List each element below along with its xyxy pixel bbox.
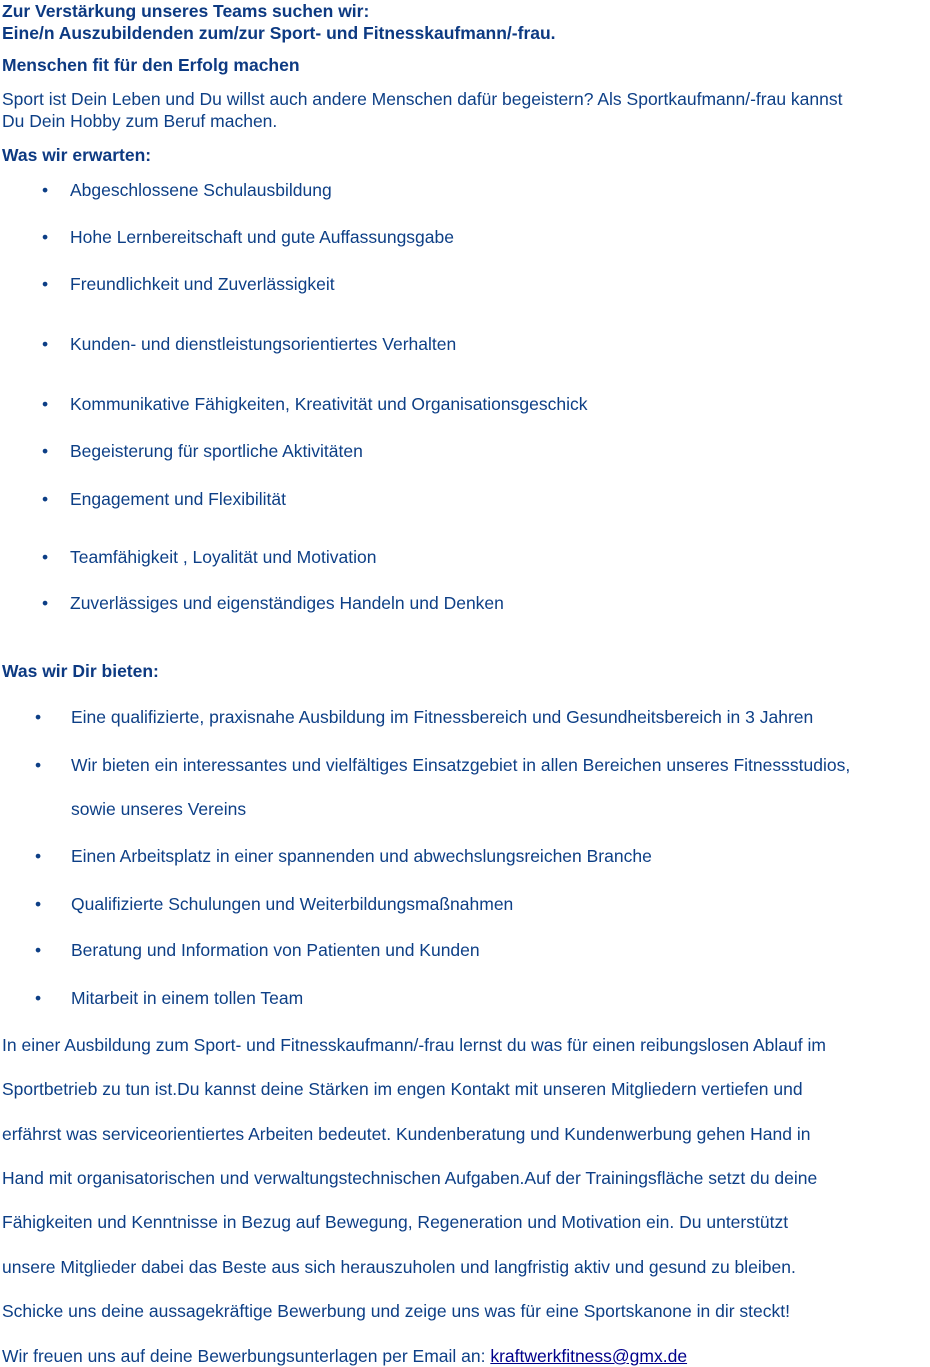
bullet-icon: • xyxy=(42,593,49,613)
bullet-icon: • xyxy=(35,940,42,960)
bullet-icon: • xyxy=(35,707,42,727)
list-item-text: Begeisterung für sportliche Aktivitäten xyxy=(70,441,363,461)
intro-line-2: Eine/n Auszubildenden zum/zur Sport- und Fitnesskaufmann/-frau. xyxy=(2,23,556,43)
description-line-2: Du Dein Hobby zum Beruf machen. xyxy=(2,111,278,131)
bullet-icon: • xyxy=(35,988,42,1008)
list-item-text: Qualifizierte Schulungen und Weiterbildungsmaßnahmen xyxy=(71,894,514,914)
closing-line: In einer Ausbildung zum Sport- und Fitnesskaufmann/-frau lernst du was für einen reibungslosen Ablauf im xyxy=(2,1035,826,1055)
closing-line: Schicke uns deine aussagekräftige Bewerbung und zeige uns was für eine Sportskanone in dir steckt! xyxy=(2,1301,790,1321)
bullet-icon: • xyxy=(35,846,42,866)
list-item-text: Kommunikative Fähigkeiten, Kreativität und Organisationsgeschick xyxy=(70,394,588,414)
contact-line xyxy=(2,1345,687,1367)
list-item-text: Wir bieten ein interessantes und vielfältiges Einsatzgebiet in allen Bereichen unseres Fitnessstudios, xyxy=(71,755,851,775)
bullet-icon: • xyxy=(42,394,49,414)
contact-prefix: Wir freuen uns auf deine Bewerbungsunterlagen per Email an: xyxy=(2,1346,491,1366)
list-item-text: Zuverlässiges und eigenständiges Handeln und Denken xyxy=(70,593,504,613)
bullet-icon: • xyxy=(42,489,49,509)
list-item-text: Teamfähigkeit , Loyalität und Motivation xyxy=(70,547,377,567)
expectations-heading: Was wir erwarten: xyxy=(2,145,152,165)
tagline: Menschen fit für den Erfolg machen xyxy=(2,55,300,75)
list-item-text: Engagement und Flexibilität xyxy=(70,489,286,509)
bullet-icon: • xyxy=(42,441,49,461)
bullet-icon: • xyxy=(35,894,42,914)
list-item-text: Kunden- und dienstleistungsorientiertes Verhalten xyxy=(70,334,457,354)
bullet-icon: • xyxy=(42,274,49,294)
list-item-text: Einen Arbeitsplatz in einer spannenden und abwechslungsreichen Branche xyxy=(71,846,652,866)
bullet-icon: • xyxy=(42,547,49,567)
closing-line: unsere Mitglieder dabei das Beste aus sich herauszuholen und langfristig aktiv und gesund zu bleiben. xyxy=(2,1257,796,1277)
closing-line: erfährst was serviceorientiertes Arbeiten bedeutet. Kundenberatung und Kundenwerbung gehen Hand in xyxy=(2,1124,811,1144)
closing-line: Sportbetrieb zu tun ist.Du kannst deine Stärken im engen Kontakt mit unseren Mitgliedern vertiefen und xyxy=(2,1079,803,1099)
offers-heading: Was wir Dir bieten: xyxy=(2,661,159,681)
intro-line-1: Zur Verstärkung unseres Teams suchen wir: xyxy=(2,1,370,21)
bullet-icon: • xyxy=(42,180,49,200)
list-item-text: Eine qualifizierte, praxisnahe Ausbildung im Fitnessbereich und Gesundheitsbereich in 3 Jahren xyxy=(71,707,814,727)
closing-line: Hand mit organisatorischen und verwaltungstechnischen Aufgaben.Auf der Trainingsfläche setzt du deine xyxy=(2,1168,818,1188)
list-item-text: sowie unseres Vereins xyxy=(71,799,247,819)
closing-line: Fähigkeiten und Kenntnisse in Bezug auf Bewegung, Regeneration und Motivation ein. Du unterstützt xyxy=(2,1212,789,1232)
intro-heading xyxy=(2,0,556,44)
list-item-text: Hohe Lernbereitschaft und gute Auffassungsgabe xyxy=(70,227,454,247)
description xyxy=(2,88,930,132)
list-item-text: Beratung und Information von Patienten und Kunden xyxy=(71,940,480,960)
list-item-text: Abgeschlossene Schulausbildung xyxy=(70,180,332,200)
list-item-text: Mitarbeit in einem tollen Team xyxy=(71,988,304,1008)
bullet-icon: • xyxy=(35,755,42,775)
email-link[interactable]: kraftwerkfitness@gmx.de xyxy=(490,1346,688,1366)
list-item-text: Freundlichkeit und Zuverlässigkeit xyxy=(70,274,335,294)
description-line-1: Sport ist Dein Leben und Du willst auch andere Menschen dafür begeistern? Als Sportkaufmann/-frau kannst xyxy=(2,89,843,109)
bullet-icon: • xyxy=(42,227,49,247)
bullet-icon: • xyxy=(42,334,49,354)
